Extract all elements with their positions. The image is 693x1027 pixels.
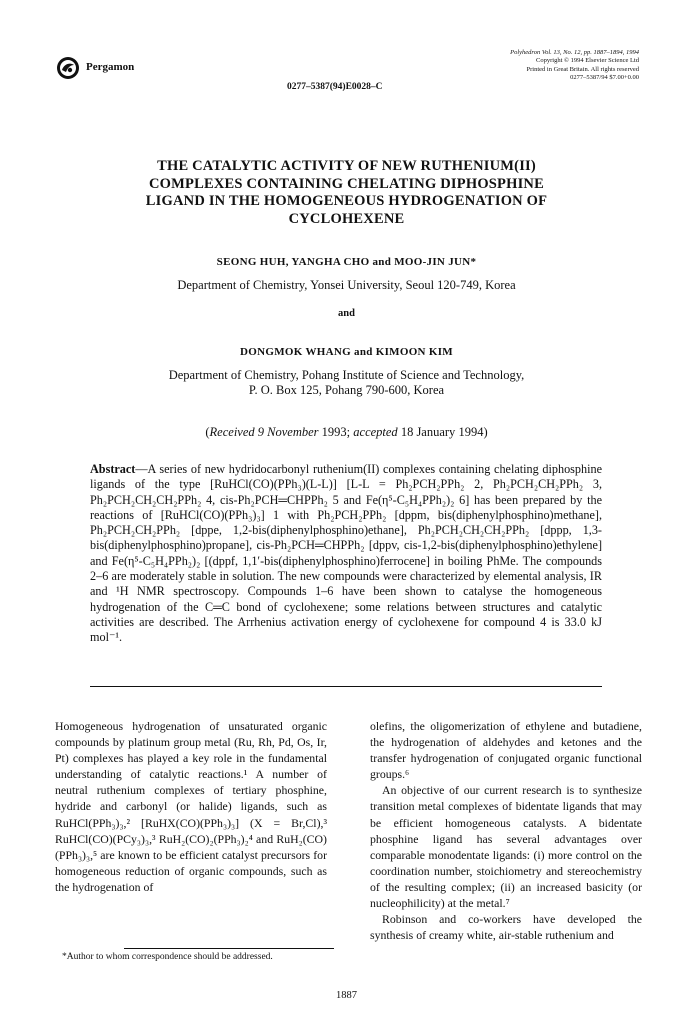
body-paragraph: Homogeneous hydrogenation of unsaturated organic compounds by platinum group metal (Ru, Rh, Pd, Os, Ir, Pt) complexes has played a key role in the fundamental understanding of catalytic reactions.¹ A number of neutral ruthenium complexes of tertiary phosphine, hydride and carbonyl (or halide) ligands, such as RuHCl(PPh₃)₃,² [RuHX(CO)(PPh₃)₃] (X = Br,Cl),³ RuHCl(CO)(PCy₃)₃,³ RuH₂(CO)₂(PPh₃)₂⁴ and RuH₂(CO)(PPh₃)₃,⁵ are known to be efficient catalyst precursors for homogeneous reduction of organic compounds, such as the hydrogenation of (55, 719, 327, 894)
pergamon-logo-icon (56, 56, 80, 80)
affiliation-line: P. O. Box 125, Pohang 790-600, Korea (248, 383, 445, 397)
received-date: 9 November (257, 425, 319, 439)
page-number: 1887 (336, 990, 357, 1001)
journal-line: Polyhedron Vol. 13, No. 12, pp. 1887–1894, 1994 (510, 49, 639, 56)
title-line: CYCLOHEXENE (288, 210, 405, 227)
abstract-label: Abstract (90, 462, 136, 476)
body-paragraph: An objective of our current research is to synthesize transition metal complexes of bidentate ligands that may be efficient homogeneous catalysts. A bidentate phosphine ligand has several advantages over comparable monodentate ligands: (i) more control on the coordination number, stoichiometry and stereochemistry of the resulting complex; (ii) an increased basicity (or nucleophilicity) at the metal.⁷ (370, 783, 642, 911)
footnote-rule (124, 948, 334, 949)
article-title (0, 158, 693, 228)
body-paragraph: Robinson and co-workers have developed the synthesis of creamy white, air-stable ruthenium and (370, 912, 642, 943)
article-code: 0277–5387(94)E0028–C (287, 82, 383, 92)
abstract-text: —A series of new hydridocarbonyl ruthenium(II) complexes containing chelating diphosphine ligands of the type [RuHCl(CO)(PPh₃)(L-L)] [L-L = Ph₂PCH₂PPh₂ 2, Ph₂PCH₂CH₂PPh₂ 3, Ph₂PCH₂CH₂CH₂PPh₂ 4, cis-Ph₂PCH═CHPPh₂ 5 and Fe(η⁵-C₅H₄PPh₂)₂ 6] has been prepared by the reactions of [RuHCl(CO)(PPh₃)₃] 1 with Ph₂PCH₂PPh₂ [dppm, bis(diphenylphosphino)methane], Ph₂PCH₂CH₂PPh₂ [dppe, 1,2-bis(diphenylphosphino)ethane], Ph₂PCH₂CH₂CH₂PPh₂ [dppp, 1,3-bis(diphenylphosphino)propane], cis-Ph₂PCH═CHPPh₂ [dppv, cis-1,2-bis(diphenylphosphino)ethylene] and Fe(η⁵-C₅H₄PPh₂)₂ [(dppf, 1,1′-bis(diphenylphosphino)ferrocene] in boiling PhMe. The compounds 2–6 are moderately stable in solution. The new compounds were characterized by elemental analysis, IR and ¹H NMR spectroscopy. Compounds 1–6 have been shown to catalyse the homogeneous hydrogenation of the C═C bond of cyclohexene; some relations between structures and catalytic activities are described. The Arrhenius activation energy of cyclohexene for compound 4 is 33.0 kJ mol⁻¹. (90, 462, 602, 645)
issn-price-line: 0277–5387/94 $7.00+0.00 (570, 74, 639, 82)
title-line: LIGAND IN THE HOMOGENEOUS HYDROGENATION OF (145, 193, 548, 209)
and-separator: and (338, 308, 355, 319)
title-line: COMPLEXES CONTAINING CHELATING DIPHOSPHINE (149, 175, 544, 192)
corresponding-author-footnote: *Author to whom correspondence should be addressed. (62, 952, 273, 962)
abstract-divider (90, 686, 602, 687)
received-label: Received (209, 425, 255, 439)
body-paragraph: olefins, the oligomerization of ethylene and butadiene, the hydrogenation of aldehydes and ketones and the transfer hydrogenation of conjugated organic functional groups.⁶ (370, 719, 642, 782)
publisher-name: Pergamon (86, 61, 135, 73)
authors-group-2: DONGMOK WHANG and KIMOON KIM (240, 346, 453, 358)
affiliation-1: Department of Chemistry, Yonsei University, Seoul 120-749, Korea (177, 278, 516, 292)
accepted-year: 1994 (458, 425, 484, 439)
received-accepted-line: (Received 9 November 1993; accepted 18 January 1994) (205, 425, 488, 439)
title-line: THE CATALYTIC ACTIVITY OF NEW RUTHENIUM(II) (157, 158, 536, 174)
body-column-right (370, 718, 642, 943)
copyright-line: Copyright © 1994 Elsevier Science Ltd (536, 57, 639, 65)
body-column-left (55, 718, 327, 895)
affiliation-2 (0, 368, 693, 398)
affiliation-line: Department of Chemistry, Pohang Institute of Science and Technology, (168, 368, 525, 382)
received-year: 1993 (321, 425, 347, 439)
accepted-label: accepted (353, 425, 398, 439)
authors-group-1: SEONG HUH, YANGHA CHO and MOO-JIN JUN* (216, 256, 477, 268)
printed-line: Printed in Great Britain. All rights reserved (526, 65, 639, 73)
accepted-date: 18 January (400, 425, 456, 439)
journal-meta (510, 49, 639, 83)
abstract (90, 462, 602, 646)
